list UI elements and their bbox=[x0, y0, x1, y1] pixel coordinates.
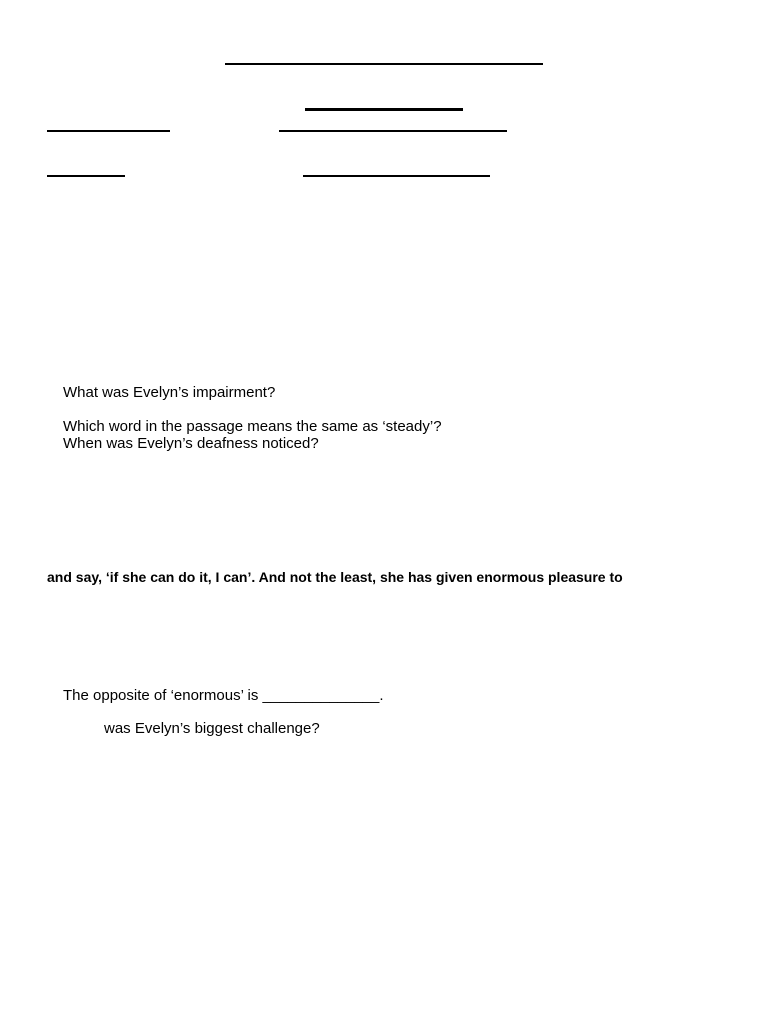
date-line-left bbox=[47, 175, 125, 177]
title-line bbox=[225, 63, 543, 65]
question-biggest-challenge: was Evelyn’s biggest challenge? bbox=[104, 720, 320, 737]
question-deafness-noticed: When was Evelyn’s deafness noticed? bbox=[63, 435, 319, 452]
name-line-left bbox=[47, 130, 170, 132]
name-line-right bbox=[279, 130, 507, 132]
question-opposite-enormous: The opposite of ‘enormous’ is ______________. bbox=[63, 687, 384, 704]
passage-line: and say, ‘if she can do it, I can’. And not the least, she has given enormous pleasure to bbox=[47, 569, 623, 585]
question-steady-synonym: Which word in the passage means the same as ‘steady’? bbox=[63, 418, 442, 435]
date-line-right bbox=[303, 175, 490, 177]
subtitle-line bbox=[305, 108, 463, 111]
question-impairment: What was Evelyn’s impairment? bbox=[63, 384, 276, 401]
